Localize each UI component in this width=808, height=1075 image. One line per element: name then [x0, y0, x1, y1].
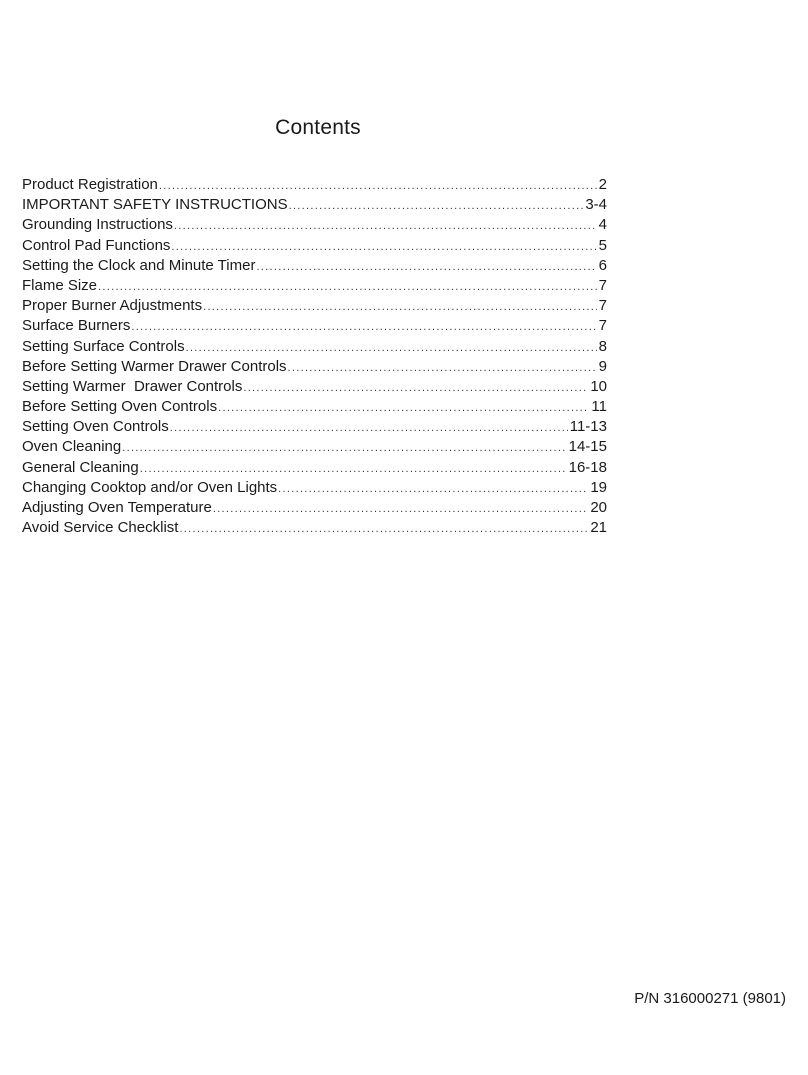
- dot-leader: [174, 216, 597, 236]
- toc-entry-title: Setting Warmer Drawer Controls: [22, 377, 243, 395]
- toc-entry-clock-and-minute-timer[interactable]: [22, 256, 607, 276]
- table-of-contents: [22, 175, 607, 538]
- toc-entry-page: 10: [590, 377, 607, 395]
- toc-entry-cooktop-oven-lights[interactable]: [22, 478, 607, 498]
- toc-entry-page: 3-4: [585, 196, 607, 214]
- toc-entry-page: 7: [598, 276, 607, 294]
- toc-entry-page: 16-18: [568, 458, 607, 476]
- toc-entry-page: 8: [598, 337, 607, 355]
- dot-leader: [179, 519, 588, 539]
- dot-leader: [186, 338, 597, 358]
- dot-leader: [288, 358, 597, 378]
- toc-entry-flame-size[interactable]: [22, 276, 607, 296]
- toc-entry-page: 21: [590, 519, 607, 537]
- toc-entry-title: Setting Surface Controls: [22, 337, 185, 355]
- toc-entry-grounding-instructions[interactable]: [22, 215, 607, 235]
- toc-entry-important-safety-instructions[interactable]: [22, 195, 607, 215]
- toc-entry-title: Setting the Clock and Minute Timer: [22, 256, 256, 274]
- toc-entry-page: 20: [590, 499, 607, 516]
- dot-leader: [140, 459, 567, 479]
- toc-entry-title: Grounding Instructions: [22, 216, 173, 234]
- toc-entry-before-warmer-drawer-controls[interactable]: [22, 357, 607, 377]
- toc-entry-page: 11-13: [569, 418, 607, 436]
- dot-leader: [171, 237, 596, 257]
- toc-entry-title: Avoid Service Checklist: [22, 519, 179, 537]
- toc-entry-title: Control Pad Functions: [22, 236, 171, 254]
- dot-leader: [170, 418, 568, 438]
- toc-entry-title: Oven Cleaning: [22, 438, 122, 456]
- toc-entry-title: Before Setting Oven Controls: [22, 398, 218, 416]
- toc-entry-avoid-service-checklist[interactable]: [22, 518, 607, 538]
- part-number: P/N 316000271 (9801): [634, 990, 786, 1007]
- toc-entry-title: Adjusting Oven Temperature: [22, 499, 212, 516]
- toc-entry-title: Before Setting Warmer Drawer Controls: [22, 357, 287, 375]
- toc-entry-title: Setting Oven Controls: [22, 418, 169, 436]
- toc-entry-product-registration[interactable]: [22, 175, 607, 195]
- toc-entry-title: Flame Size: [22, 276, 98, 294]
- page-title: Contents: [275, 116, 361, 139]
- toc-entry-proper-burner-adjustments[interactable]: [22, 296, 607, 316]
- dot-leader: [289, 196, 584, 216]
- dot-leader: [122, 438, 566, 458]
- dot-leader: [131, 317, 596, 337]
- toc-entry-title: General Cleaning: [22, 458, 139, 476]
- toc-entry-page: 19: [590, 478, 607, 496]
- toc-entry-page: 6: [598, 256, 607, 274]
- dot-leader: [203, 297, 597, 317]
- toc-entry-control-pad-functions[interactable]: [22, 236, 607, 256]
- toc-entry-page: 2: [598, 176, 607, 193]
- toc-entry-surface-burners[interactable]: [22, 316, 607, 336]
- toc-entry-title: Proper Burner Adjustments: [22, 297, 203, 315]
- dot-leader: [98, 277, 597, 297]
- dot-leader: [213, 499, 588, 519]
- toc-entry-adjusting-oven-temperature[interactable]: [22, 498, 607, 518]
- toc-entry-setting-warmer-drawer-controls[interactable]: [22, 377, 607, 397]
- toc-entry-setting-oven-controls[interactable]: [22, 417, 607, 437]
- toc-entry-title: Changing Cooktop and/or Oven Lights: [22, 478, 278, 496]
- toc-entry-page: 14-15: [568, 438, 607, 456]
- toc-entry-oven-cleaning[interactable]: [22, 437, 607, 457]
- toc-entry-title: IMPORTANT SAFETY INSTRUCTIONS: [22, 196, 288, 214]
- dot-leader: [256, 257, 596, 277]
- toc-entry-before-oven-controls[interactable]: [22, 397, 607, 417]
- toc-entry-setting-surface-controls[interactable]: [22, 337, 607, 357]
- toc-entry-page: 7: [598, 297, 607, 315]
- toc-entry-page: 11: [591, 398, 607, 416]
- dot-leader: [159, 176, 597, 196]
- toc-entry-page: 7: [598, 317, 607, 335]
- toc-entry-page: 4: [598, 216, 607, 234]
- toc-entry-page: 5: [598, 236, 607, 254]
- dot-leader: [218, 398, 589, 418]
- toc-entry-page: 9: [598, 357, 607, 375]
- dot-leader: [278, 479, 588, 499]
- toc-entry-title: Surface Burners: [22, 317, 131, 335]
- toc-entry-general-cleaning[interactable]: [22, 458, 607, 478]
- dot-leader: [243, 378, 588, 398]
- toc-entry-title: Product Registration: [22, 176, 158, 193]
